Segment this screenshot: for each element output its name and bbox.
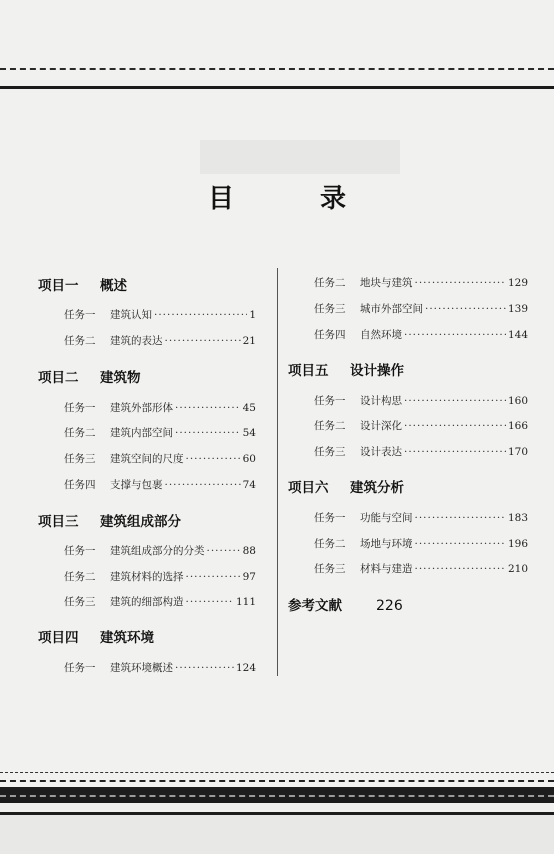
section-heading[interactable] bbox=[38, 510, 181, 530]
toc-entry[interactable] bbox=[314, 301, 528, 316]
task-number: 任务二 bbox=[64, 571, 96, 583]
task-number: 任务一 bbox=[64, 309, 96, 321]
references-label: 参考文献 bbox=[288, 598, 342, 614]
page-number: 166 bbox=[507, 420, 528, 432]
dot-leader bbox=[186, 453, 241, 465]
page-number: 210 bbox=[507, 563, 528, 575]
page-number: 196 bbox=[507, 538, 528, 550]
dot-leader bbox=[415, 563, 506, 575]
task-title: 建筑外部形体 bbox=[110, 402, 173, 414]
toc-entry[interactable] bbox=[64, 333, 256, 348]
toc-entry[interactable] bbox=[314, 418, 528, 433]
page-number: 170 bbox=[507, 446, 528, 458]
section-heading[interactable] bbox=[38, 274, 127, 294]
toc-entry[interactable] bbox=[314, 510, 528, 525]
task-title: 设计深化 bbox=[360, 420, 402, 432]
toc-entry[interactable] bbox=[314, 275, 528, 290]
dot-leader bbox=[207, 545, 241, 557]
task-title: 建筑认知 bbox=[110, 309, 152, 321]
task-title: 场地与环境 bbox=[360, 538, 413, 550]
task-title: 建筑空间的尺度 bbox=[110, 453, 184, 465]
task-number: 任务二 bbox=[314, 538, 346, 550]
toc-entry[interactable] bbox=[314, 536, 528, 551]
section-number: 项目四 bbox=[38, 630, 79, 646]
bottom-margin bbox=[0, 815, 554, 854]
page-number: 88 bbox=[242, 545, 256, 557]
section-number: 项目一 bbox=[38, 278, 79, 294]
task-number: 任务二 bbox=[64, 427, 96, 439]
top-rule bbox=[0, 86, 554, 89]
page-number: 74 bbox=[242, 479, 256, 491]
toc-entry[interactable] bbox=[314, 444, 528, 459]
task-number: 任务三 bbox=[314, 446, 346, 458]
page-number: 124 bbox=[235, 662, 256, 674]
page-number: 144 bbox=[507, 329, 528, 341]
section-name: 设计操作 bbox=[350, 363, 404, 379]
dot-leader bbox=[175, 662, 234, 674]
task-title: 建筑环境概述 bbox=[110, 662, 173, 674]
task-title: 建筑内部空间 bbox=[110, 427, 173, 439]
dot-leader bbox=[186, 571, 241, 583]
section-name: 建筑物 bbox=[100, 370, 141, 386]
task-number: 任务三 bbox=[314, 303, 346, 315]
section-name: 建筑分析 bbox=[350, 480, 404, 496]
toc-entry[interactable] bbox=[64, 569, 256, 584]
toc-entry[interactable] bbox=[64, 425, 256, 440]
section-number: 项目三 bbox=[38, 514, 79, 530]
section-heading[interactable] bbox=[38, 366, 141, 386]
dot-leader bbox=[175, 402, 241, 414]
page-number: 21 bbox=[242, 335, 256, 347]
page-number: 139 bbox=[507, 303, 528, 315]
dot-leader bbox=[165, 479, 241, 491]
task-number: 任务一 bbox=[64, 402, 96, 414]
section-number: 项目六 bbox=[288, 480, 329, 496]
references-page: 226 bbox=[376, 598, 403, 614]
task-title: 城市外部空间 bbox=[360, 303, 423, 315]
task-number: 任务一 bbox=[64, 545, 96, 557]
toc-entry[interactable] bbox=[64, 307, 256, 322]
section-heading[interactable] bbox=[288, 359, 404, 379]
task-title: 建筑组成部分的分类 bbox=[110, 545, 205, 557]
dot-leader bbox=[186, 596, 234, 608]
bottom-bar-dashes bbox=[0, 795, 554, 797]
task-title: 建筑材料的选择 bbox=[110, 571, 184, 583]
dot-leader bbox=[154, 309, 247, 321]
page-title: 目 录 bbox=[207, 184, 376, 214]
section-name: 概述 bbox=[100, 278, 127, 294]
page-number: 111 bbox=[235, 596, 256, 608]
task-number: 任务三 bbox=[64, 453, 96, 465]
dot-leader bbox=[415, 512, 506, 524]
show-through-shadow bbox=[200, 140, 400, 174]
task-number: 任务一 bbox=[64, 662, 96, 674]
toc-entry[interactable] bbox=[64, 660, 256, 675]
dot-leader bbox=[404, 446, 506, 458]
dot-leader bbox=[404, 329, 506, 341]
toc-entry[interactable] bbox=[314, 561, 528, 576]
task-title: 设计构思 bbox=[360, 395, 402, 407]
page-number: 129 bbox=[507, 277, 528, 289]
task-title: 自然环境 bbox=[360, 329, 402, 341]
section-number: 项目五 bbox=[288, 363, 329, 379]
toc-entry[interactable] bbox=[64, 400, 256, 415]
section-heading[interactable] bbox=[288, 476, 404, 496]
task-number: 任务二 bbox=[64, 335, 96, 347]
dot-leader bbox=[175, 427, 241, 439]
toc-entry[interactable] bbox=[64, 543, 256, 558]
toc-entry[interactable] bbox=[64, 451, 256, 466]
section-number: 项目二 bbox=[38, 370, 79, 386]
task-number: 任务三 bbox=[64, 596, 96, 608]
task-number: 任务二 bbox=[314, 277, 346, 289]
task-title: 功能与空间 bbox=[360, 512, 413, 524]
section-name: 建筑环境 bbox=[100, 630, 154, 646]
task-title: 地块与建筑 bbox=[360, 277, 413, 289]
task-title: 支撑与包裹 bbox=[110, 479, 163, 491]
dot-leader bbox=[404, 420, 506, 432]
toc-entry[interactable] bbox=[64, 477, 256, 492]
dot-leader bbox=[165, 335, 241, 347]
task-title: 材料与建造 bbox=[360, 563, 413, 575]
dot-leader bbox=[425, 303, 506, 315]
page-number: 54 bbox=[242, 427, 256, 439]
column-divider bbox=[277, 268, 278, 676]
section-heading[interactable] bbox=[38, 626, 154, 646]
toc-entry[interactable] bbox=[314, 393, 528, 408]
task-number: 任务三 bbox=[314, 563, 346, 575]
task-title: 设计表达 bbox=[360, 446, 402, 458]
task-title: 建筑的细部构造 bbox=[110, 596, 184, 608]
page-number: 97 bbox=[242, 571, 256, 583]
dot-leader bbox=[415, 277, 506, 289]
toc-entry[interactable] bbox=[64, 594, 256, 609]
toc-entry[interactable] bbox=[314, 327, 528, 342]
task-number: 任务一 bbox=[314, 395, 346, 407]
task-number: 任务四 bbox=[64, 479, 96, 491]
task-title: 建筑的表达 bbox=[110, 335, 163, 347]
task-number: 任务二 bbox=[314, 420, 346, 432]
top-dashed-border bbox=[0, 68, 554, 70]
dot-leader bbox=[404, 395, 506, 407]
page-number: 45 bbox=[242, 402, 256, 414]
bottom-dashed-border bbox=[0, 780, 554, 782]
page-number: 160 bbox=[507, 395, 528, 407]
page-number: 183 bbox=[507, 512, 528, 524]
bottom-dashed-border bbox=[0, 772, 554, 773]
page-number: 60 bbox=[242, 453, 256, 465]
section-name: 建筑组成部分 bbox=[100, 514, 181, 530]
page-number: 1 bbox=[249, 309, 256, 321]
task-number: 任务一 bbox=[314, 512, 346, 524]
references-entry[interactable] bbox=[288, 594, 403, 614]
dot-leader bbox=[415, 538, 506, 550]
task-number: 任务四 bbox=[314, 329, 346, 341]
